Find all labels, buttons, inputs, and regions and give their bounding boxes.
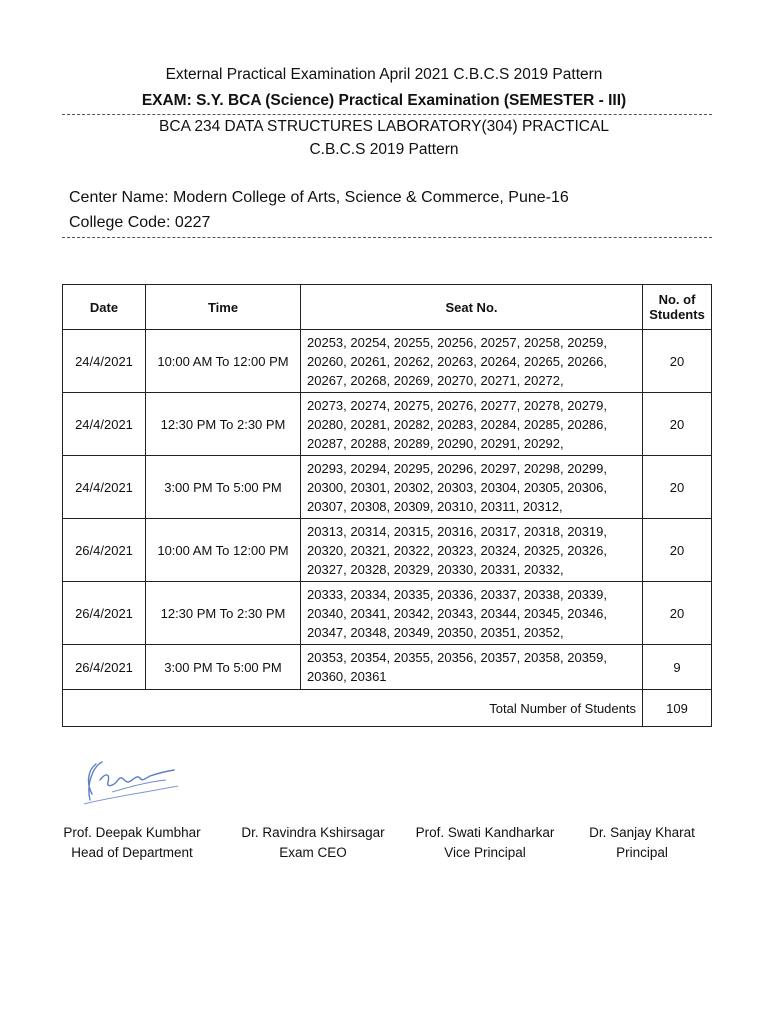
cell-students: 20: [643, 456, 712, 519]
signature-icon: [76, 752, 186, 812]
cell-date: 24/4/2021: [63, 393, 146, 456]
seat-line: 20300, 20301, 20302, 20303, 20304, 20305, 20306,: [307, 479, 608, 495]
table-header-row: [63, 285, 712, 330]
seat-line: 20340, 20341, 20342, 20343, 20344, 20345, 20346,: [307, 605, 608, 621]
seat-line: 20287, 20288, 20289, 20290, 20291, 20292,: [307, 435, 564, 451]
cell-time: 3:00 PM To 5:00 PM: [146, 645, 301, 690]
cell-seat-numbers: [301, 519, 643, 582]
divider: [62, 114, 712, 115]
cell-seat-numbers: [301, 330, 643, 393]
signatory-block: [400, 823, 570, 863]
total-label: Total Number of Students: [63, 690, 643, 727]
header-students-line1: No. of: [658, 292, 696, 307]
seat-line: 20293, 20294, 20295, 20296, 20297, 20298, 20299,: [307, 460, 608, 476]
schedule-table: [62, 284, 712, 727]
signatory-block: [557, 823, 727, 863]
college-code: College Code: 0227: [69, 214, 211, 231]
signatory-block: [228, 823, 398, 863]
seat-line: 20267, 20268, 20269, 20270, 20271, 20272,: [307, 372, 564, 388]
cell-time: 10:00 AM To 12:00 PM: [146, 330, 301, 393]
cell-date: 26/4/2021: [63, 519, 146, 582]
cell-date: 24/4/2021: [63, 456, 146, 519]
seat-line: 20347, 20348, 20349, 20350, 20351, 20352,: [307, 624, 564, 640]
cell-time: 3:00 PM To 5:00 PM: [146, 456, 301, 519]
cell-date: 24/4/2021: [63, 330, 146, 393]
header-students-line2: Students: [649, 307, 705, 322]
signatory-name: Prof. Swati Kandharkar: [415, 825, 555, 840]
table-row: [63, 519, 712, 582]
header-seat: Seat No.: [301, 285, 643, 330]
table-row: [63, 393, 712, 456]
signatory-block: [47, 823, 217, 863]
signatory-role: Vice Principal: [444, 845, 526, 860]
header-students: [643, 285, 712, 330]
seat-line: 20320, 20321, 20322, 20323, 20324, 20325, 20326,: [307, 542, 608, 558]
cell-students: 9: [643, 645, 712, 690]
seat-line: 20307, 20308, 20309, 20310, 20311, 20312,: [307, 498, 563, 514]
cell-students: 20: [643, 393, 712, 456]
exam-subtitle: EXAM: S.Y. BCA (Science) Practical Examination (SEMESTER - III): [141, 92, 627, 109]
signatory-name: Prof. Deepak Kumbhar: [63, 825, 201, 840]
seat-line: 20353, 20354, 20355, 20356, 20357, 20358, 20359,: [307, 650, 608, 665]
center-name: Center Name: Modern College of Arts, Science & Commerce, Pune-16: [69, 189, 569, 206]
table-row: [63, 582, 712, 645]
table-row: [63, 330, 712, 393]
cell-students: 20: [643, 519, 712, 582]
cell-students: 20: [643, 330, 712, 393]
header-date: Date: [63, 285, 146, 330]
seat-line: 20333, 20334, 20335, 20336, 20337, 20338, 20339,: [307, 586, 608, 602]
total-value: 109: [643, 690, 712, 727]
course-title: BCA 234 DATA STRUCTURES LABORATORY(304) PRACTICAL: [159, 118, 609, 135]
cell-seat-numbers: [301, 582, 643, 645]
divider: [62, 237, 712, 238]
cell-seat-numbers: [301, 456, 643, 519]
seat-line: 20280, 20281, 20282, 20283, 20284, 20285, 20286,: [307, 416, 608, 432]
seat-line: 20313, 20314, 20315, 20316, 20317, 20318, 20319,: [307, 523, 608, 539]
seat-line: 20253, 20254, 20255, 20256, 20257, 20258, 20259,: [307, 334, 608, 350]
header-time: Time: [146, 285, 301, 330]
signatory-role: Principal: [616, 845, 668, 860]
pattern-label: C.B.C.S 2019 Pattern: [309, 141, 459, 158]
cell-date: 26/4/2021: [63, 582, 146, 645]
total-row: [63, 690, 712, 727]
signatory-role: Exam CEO: [279, 845, 347, 860]
table-row: [63, 456, 712, 519]
signatory-role: Head of Department: [71, 845, 193, 860]
cell-seat-numbers: [301, 393, 643, 456]
seat-line: 20273, 20274, 20275, 20276, 20277, 20278, 20279,: [307, 397, 608, 413]
cell-students: 20: [643, 582, 712, 645]
seat-line: 20360, 20361: [307, 669, 387, 684]
cell-time: 12:30 PM To 2:30 PM: [146, 393, 301, 456]
cell-seat-numbers: [301, 645, 643, 690]
signatory-name: Dr. Ravindra Kshirsagar: [241, 825, 385, 840]
exam-title: External Practical Examination April 2021 C.B.C.S 2019 Pattern: [165, 66, 603, 83]
cell-date: 26/4/2021: [63, 645, 146, 690]
seat-line: 20327, 20328, 20329, 20330, 20331, 20332,: [307, 561, 564, 577]
seat-line: 20260, 20261, 20262, 20263, 20264, 20265, 20266,: [307, 353, 608, 369]
signatory-name: Dr. Sanjay Kharat: [589, 825, 695, 840]
table-row: [63, 645, 712, 690]
cell-time: 10:00 AM To 12:00 PM: [146, 519, 301, 582]
cell-time: 12:30 PM To 2:30 PM: [146, 582, 301, 645]
